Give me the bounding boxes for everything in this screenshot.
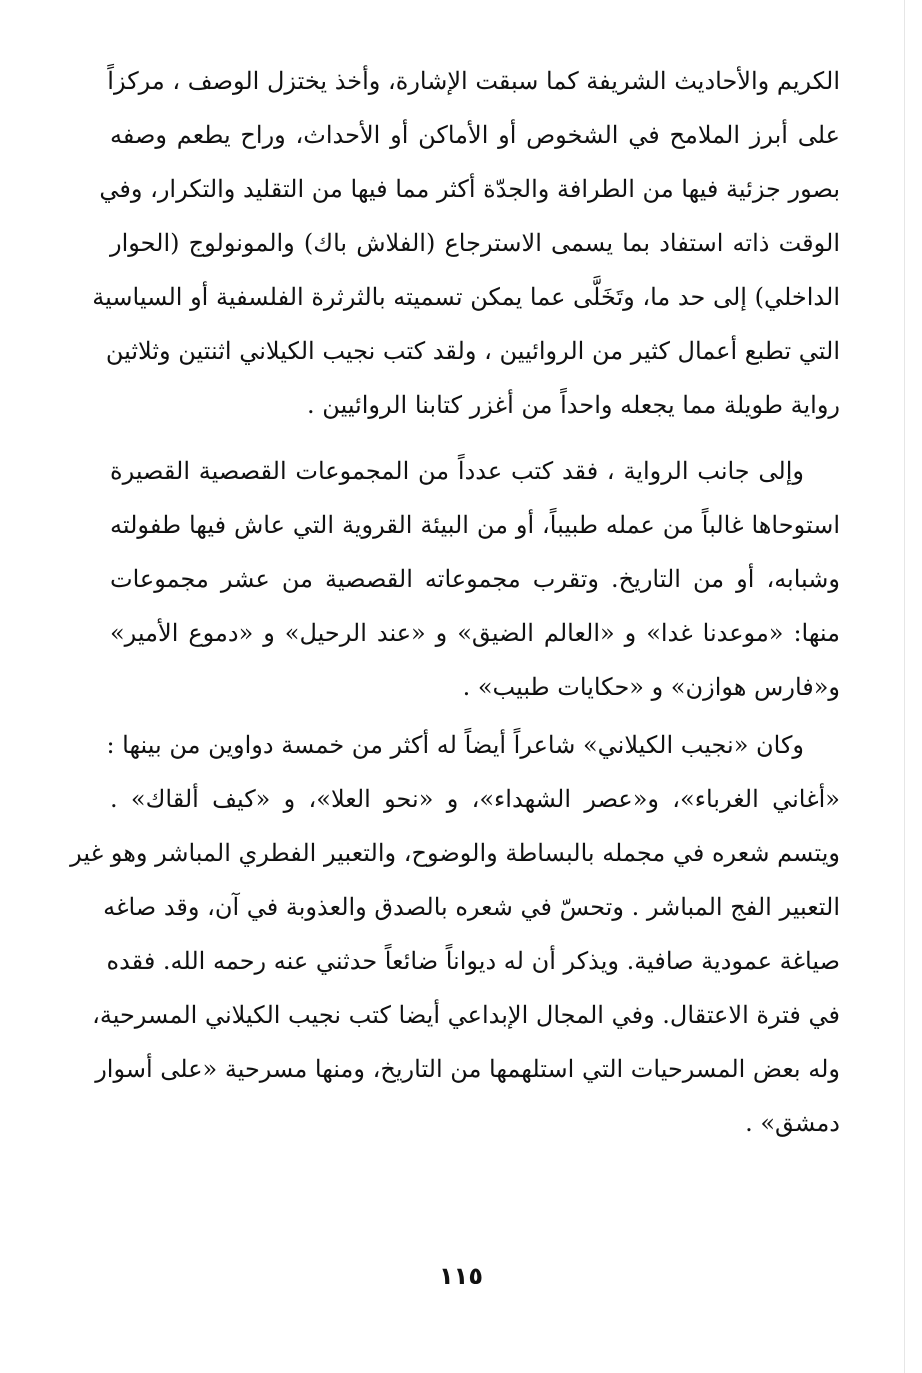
text-line: صياغة عمودية صافية. ويذكر أن له ديواناً ضائعاً حدثني عنه رحمه الله. فقده [106, 947, 840, 975]
text-line: رواية طويلة مما يجعله واحداً من أغزر كتابنا الروائيين . [307, 391, 840, 419]
text-line: على أبرز الملامح في الشخوص أو الأماكن أو الأحداث، وراح يطعم وصفه [110, 121, 840, 149]
text-line: «أغاني الغرباء»، و«عصر الشهداء»، و «نحو العلا»، و «كيف ألقاك» . [110, 785, 840, 813]
text-line: وإلى جانب الرواية ، فقد كتب عدداً من المجموعات القصصية القصيرة [110, 457, 804, 485]
text-line: منها: «موعدنا غدا» و «العالم الضيق» و «عند الرحيل» و «دموع الأمير» [110, 619, 840, 647]
text-line: في فترة الاعتقال. وفي المجال الإبداعي أيضا كتب نجيب الكيلاني المسرحية، [92, 1001, 840, 1029]
paragraph-1 [92, 54, 840, 432]
page-edge-divider [904, 0, 905, 1373]
paragraph-2 [110, 444, 840, 714]
page-number: ١١٥ [439, 1262, 483, 1290]
text-line: وشبابه، أو من التاريخ. وتقرب مجموعاته القصصية من عشر مجموعات [110, 565, 840, 593]
text-line: الكريم والأحاديث الشريفة كما سبقت الإشارة، وأخذ يختزل الوصف ، مركزاً [107, 67, 840, 95]
text-line: ويتسم شعره في مجمله بالبساطة والوضوح، والتعبير الفطري المباشر وهو غير [70, 839, 840, 867]
text-line: وله بعض المسرحيات التي استلهمها من التاريخ، ومنها مسرحية «على أسوار [95, 1055, 840, 1083]
paragraph-3 [70, 718, 840, 1150]
text-line: و«فارس هوازن» و «حكايات طبيب» . [462, 673, 840, 701]
text-line: وكان «نجيب الكيلاني» شاعراً أيضاً له أكثر من خمسة دواوين من بينها : [106, 731, 804, 759]
text-line: دمشق» . [745, 1109, 840, 1137]
text-line: الوقت ذاته استفاد بما يسمى الاسترجاع (الفلاش باك) والمونولوج (الحوار [110, 229, 840, 257]
text-line: بصور جزئية فيها من الطرافة والجدّة أكثر مما فيها من التقليد والتكرار، وفي [99, 175, 840, 203]
text-line: استوحاها غالباً من عمله طبيباً، أو من البيئة القروية التي عاش فيها طفولته [110, 511, 840, 539]
text-line: التي تطبع أعمال كثير من الروائيين ، ولقد كتب نجيب الكيلاني اثنتين وثلاثين [105, 337, 840, 365]
text-line: التعبير الفج المباشر . وتحسّ في شعره بالصدق والعذوبة في آن، وقد صاغه [103, 893, 840, 921]
text-line: الداخلي) إلى حد ما، وتَخَلَّى عما يمكن تسميته بالثرثرة الفلسفية أو السياسية [92, 283, 840, 311]
